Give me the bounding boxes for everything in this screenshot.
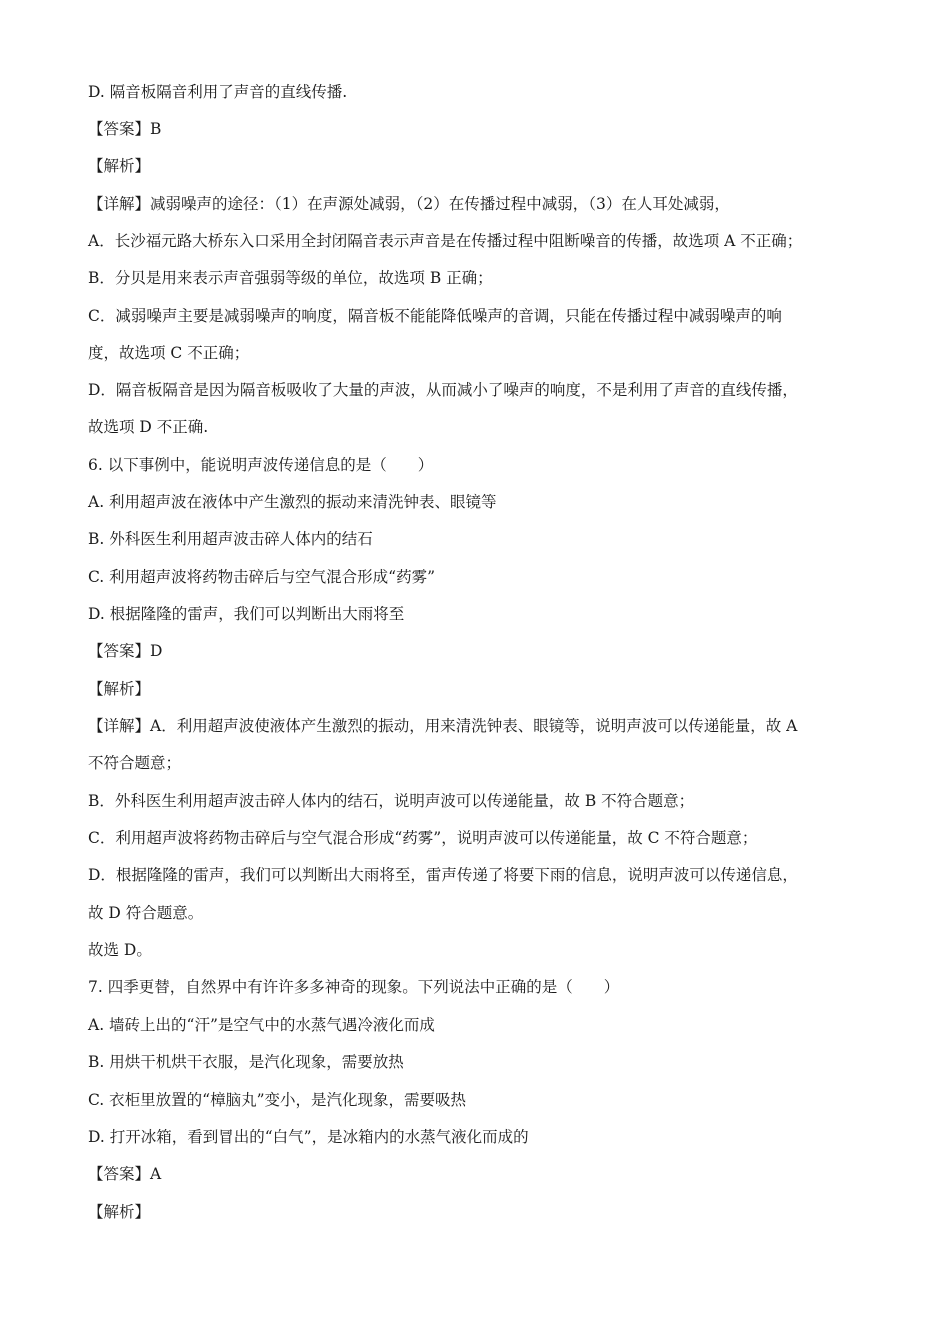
explanation-d-cont: 故选项 D 不正确. <box>88 418 209 436</box>
explanation-c: C．利用超声波将药物击碎后与空气混合形成“药雾”，说明声波可以传递能量，故 C 不符合题意； <box>88 829 758 847</box>
answer-label: 【答案】A <box>88 1165 162 1183</box>
question-6-option-a: A. 利用超声波在液体中产生激烈的振动来清洗钟表、眼镜等 <box>88 493 497 511</box>
detail-explanation-cont: 不符合题意； <box>88 754 182 772</box>
answer-label: 【答案】D <box>88 642 163 660</box>
option-d-prev-question: D. 隔音板隔音利用了声音的直线传播. <box>88 83 348 101</box>
final-choice: 故选 D。 <box>88 941 152 959</box>
analysis-label: 【解析】 <box>88 157 151 175</box>
explanation-b: B．外科医生利用超声波击碎人体内的结石，说明声波可以传递能量，故 B 不符合题意； <box>88 792 695 810</box>
question-6-option-d: D. 根据隆隆的雷声，我们可以判断出大雨将至 <box>88 605 405 623</box>
explanation-a: A．长沙福元路大桥东入口采用全封闭隔音表示声音是在传播过程中阻断噪音的传播，故选项 A 不正确； <box>88 232 803 250</box>
question-7-stem: 7. 四季更替，自然界中有许许多多神奇的现象。下列说法中正确的是（ ） <box>88 978 620 996</box>
explanation-c: C．减弱噪声主要是减弱噪声的响度，隔音板不能能降低噪声的音调，只能在传播过程中减弱噪声的响 <box>88 307 782 325</box>
detail-explanation: 【详解】减弱噪声的途径：（1）在声源处减弱，（2）在传播过程中减弱，（3）在人耳处减弱， <box>88 195 730 213</box>
question-6-stem: 6. 以下事例中，能说明声波传递信息的是（ ） <box>88 456 434 474</box>
explanation-c-cont: 度，故选项 C 不正确； <box>88 344 250 362</box>
question-7-option-a: A. 墙砖上出的“汗”是空气中的水蒸气遇冷液化而成 <box>88 1016 435 1034</box>
question-6-option-b: B. 外科医生利用超声波击碎人体内的结石 <box>88 530 373 548</box>
analysis-label: 【解析】 <box>88 680 151 698</box>
question-7-option-b: B. 用烘干机烘干衣服，是汽化现象，需要放热 <box>88 1053 404 1071</box>
explanation-d-cont: 故 D 符合题意。 <box>88 904 204 922</box>
question-7-option-c: C. 衣柜里放置的“樟脑丸”变小，是汽化现象，需要吸热 <box>88 1091 467 1109</box>
explanation-b: B．分贝是用来表示声音强弱等级的单位，故选项 B 正确； <box>88 269 493 287</box>
question-7-option-d: D. 打开冰箱，看到冒出的“白气”，是冰箱内的水蒸气液化而成的 <box>88 1128 529 1146</box>
detail-explanation: 【详解】A．利用超声波使液体产生激烈的振动，用来清洗钟表、眼镜等，说明声波可以传递能量，故 A <box>88 717 798 735</box>
explanation-d: D．根据隆隆的雷声，我们可以判断出大雨将至，雷声传递了将要下雨的信息，说明声波可以传递信息， <box>88 866 798 884</box>
explanation-d: D．隔音板隔音是因为隔音板吸收了大量的声波，从而减小了噪声的响度，不是利用了声音的直线传播， <box>88 381 798 399</box>
answer-label: 【答案】B <box>88 120 162 138</box>
question-6-option-c: C. 利用超声波将药物击碎后与空气混合形成“药雾” <box>88 568 436 586</box>
analysis-label: 【解析】 <box>88 1203 151 1221</box>
